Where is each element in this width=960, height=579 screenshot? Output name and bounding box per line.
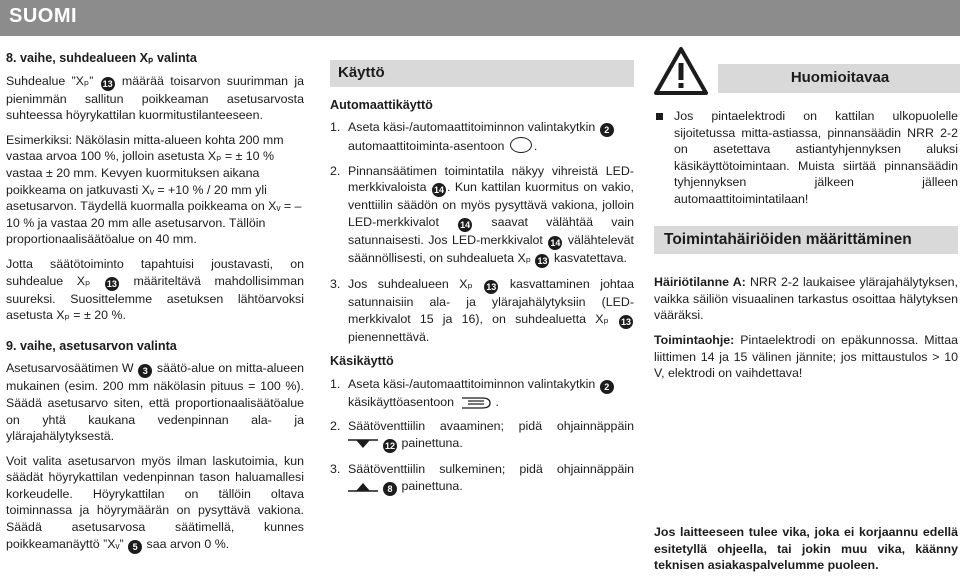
- remedy-label: Toimintaohje:: [654, 332, 735, 347]
- warning-text: Jos pintaelektrodi on kattilan ulkopuolelle sijoitetussa mitta-astiassa, pinnansäädin NRR 2-2 on asetettava astiantyhjennyksen aluksi käsikäyttötoimintaan. Muista siirtää pinnansäädin tyhjennyksen jälkeen jälleen automaattitoimintatilaan!: [674, 109, 958, 206]
- step9-p2-text-a: Voit valita asetusarvon myös ilman laskutoimia, kun säädät höyrykattilan vedenpinnan tason haluamallesi korkeudelle. Höyrykattilan on tällöin oltava toiminnassa ja höyrymäärän on pysyttävä vakiona. Säädä asetusarvosa säätimellä, kunnes poikkeamanäyttö ”Xᵥ”: [6, 453, 304, 551]
- remedy-text: Pintaelektrodi on epäkunnossa. Mittaa liittimen 14 ja 15 välinen jännite; jos mittaustulos > 10 V, elektrodi on vaihdettava!: [654, 332, 958, 381]
- ref-badge-13: 13: [106, 278, 117, 289]
- auto-step-3: 3. Jos suhdealueen Xₚ 13 kasvattaminen johtaa satunnaisiin ala- ja ylärajahälytyksiin (LED-merkkivalot 15 ja 16), on suhdealuetta Xₚ 13 pienennettävä.: [330, 276, 634, 344]
- warning-title: Huomioitavaa: [718, 64, 960, 93]
- manual-step-3: 3. Säätöventtiilin sulkeminen; pidä ohjainnäppäin 8 painettuna.: [330, 461, 634, 494]
- manual-step-2-text-b: painettuna.: [401, 435, 463, 450]
- auto-step-3-text-b: kasvattaminen johtaa satunnaisiin ala- ja ylärajahälytyksiin (LED-merkkivalot 15 ja 16), on suhdealuetta Xₚ: [348, 276, 634, 326]
- auto-step-3-text-c: pienennettävä.: [348, 329, 430, 344]
- step9-p1-text-b: säätö-alue on mitta-alueen mukainen (esim. 200 mm näkölasin pituus = 100 %). Säädä asetusarvo siten, että proportionaalisäätöalue on yhtä kaukana vedenpinnan ala- ja ylärajahälytyksestä.: [6, 361, 304, 444]
- step8-p1-text-b: määrää toisarvon suurimman ja pienimmän sallitun poikkeaman asetusarvosta suhteessa höyrykattilan kuormitustilanteeseen.: [6, 73, 304, 123]
- ref-badge-2: 2: [600, 123, 614, 137]
- auto-step-2: 2. Pinnansäätimen toimintatila näkyy vihreistä LED-merkkivaloista 14 . Kun kattilan kuormitus on vakio, venttiilin säädön on myös pysyttävä vakiona, jolloin LED-merkkivalot 14 saavat välähtää vain satunnaisesti. Jos LED-merkkivalot 14 välähtelevät säännöllisesti, on suhdealueta Xₚ 13 kasvatettava.: [330, 163, 635, 266]
- fault-paragraph: [654, 274, 958, 324]
- fault-text: NRR 2-2 laukaisee ylärajahälytyksen, vaikka säiliön visuaalinen tarkastus osoittaa hälytyksen vääräksi.: [654, 275, 958, 323]
- warning-bullet: [654, 108, 958, 208]
- remedy-paragraph: [654, 332, 958, 382]
- step9-p1-text-a: Asetusarvosäätimen W: [6, 361, 134, 376]
- step8-paragraph-1: [6, 73, 304, 124]
- auto-step-2-text-b: . Kun kattilan kuormitus on vakio, venttiilin säädön on myös pysyttävä vakiona, jolloin LED-merkkivalot: [348, 180, 634, 229]
- column-left: [6, 50, 304, 562]
- step9-paragraph-1: [6, 360, 304, 444]
- ref-badge-13: 13: [102, 78, 113, 89]
- manual-step-2: 2. Säätöventtiilin avaaminen; pidä ohjainnäppäin 12 painettuna.: [330, 419, 634, 451]
- auto-step-1: 1. Aseta käsi-/automaattitoiminnon valintakytkin 2 automaattitoiminta-asentoon .: [330, 119, 634, 155]
- ref-badge-8: 8: [383, 482, 397, 496]
- ref-badge-5: 5: [128, 540, 142, 554]
- bullet-square-icon: [656, 113, 663, 120]
- ref-badge-2: 2: [600, 380, 614, 394]
- manual-mode-symbol-icon: [460, 395, 494, 409]
- manual-mode-title: Käsikäyttö: [330, 354, 394, 369]
- column-middle: [330, 60, 634, 504]
- auto-mode-steps: [330, 119, 634, 345]
- warning-header: [654, 46, 958, 100]
- step9-p2-text-b: saa arvon 0 %.: [146, 536, 230, 551]
- auto-step-2-text-d: välähtelevät säännöllisesti, on suhdealueta Xₚ: [348, 232, 634, 265]
- step8-paragraph-2: Esimerkiksi: Näkölasin mitta-alueen kohta 200 mm vastaa arvoa 100 %, jolloin asetusta Xₚ = ± 10 % vastaa ± 20 mm. Kevyen kuormituksen aikana poikkeama on jatkuvasti Xᵥ = +10 % / 20 mm yli asetusarvon. Täydellä kuormalla poikkeama on Xᵥ = –10 % ja vastaa 20 mm alle asetusarvon. Tällöin proportionaalisäätöalue on 40 mm.: [6, 132, 302, 247]
- warning-triangle-icon: [654, 46, 708, 96]
- auto-step-2-text-e: kasvatettava.: [553, 250, 627, 265]
- auto-mode-title: Automaattikäyttö: [330, 97, 433, 112]
- ref-badge-14: 14: [433, 185, 444, 196]
- manual-mode-steps: [330, 376, 634, 496]
- ref-badge-3: 3: [138, 364, 152, 378]
- step8-p1-text-a: Suhdealue ”Xₚ”: [6, 73, 94, 88]
- step8-title: 8. vaihe, suhdealueen Xₚ valinta: [6, 51, 197, 65]
- ref-badge-13: 13: [486, 281, 497, 292]
- fault-label: Häiriötilanne A:: [654, 275, 746, 290]
- manual-step-3-text-b: painettuna.: [401, 478, 463, 493]
- auto-mode-symbol-icon: [510, 137, 532, 153]
- auto-step-3-text-a: Jos suhdealueen Xₚ: [348, 276, 473, 291]
- final-note: Jos laitteeseen tulee vika, joka ei korjaannu edellä esitetyllä ohjeella, tai jokin muu vika, käänny teknisen asiakaspalvelumme puoleen.: [654, 525, 958, 573]
- manual-step-2-text-a: Säätöventtiilin avaaminen; pidä ohjainnäppäin: [348, 419, 634, 434]
- step8-p3-text-b: määriteltävä mahdollisimman suureksi. Suosittelemme asetuksen lähtöarvoksi asetusta Xₚ = ± 20 %.: [6, 273, 304, 323]
- header-bar: [0, 0, 960, 36]
- ref-badge-14: 14: [550, 237, 561, 248]
- step9-title: 9. vaihe, asetusarvon valinta: [6, 338, 177, 353]
- auto-step-2-text-a: Pinnansäätimen toimintatila näkyy vihreistä LED-merkkivaloista: [348, 163, 634, 195]
- manual-step-3-text-a: Säätöventtiilin sulkeminen; pidä ohjainnäppäin: [348, 461, 634, 476]
- ref-badge-12: 12: [384, 440, 395, 451]
- auto-step-1-text-b: automaattitoiminta-asentoon: [348, 139, 505, 154]
- step8-paragraph-3: [6, 256, 304, 324]
- ref-badge-13: 13: [620, 316, 631, 327]
- column-right: [654, 46, 958, 573]
- operation-box-title: Käyttö: [330, 60, 634, 87]
- fault-section-title: Toimintahäiriöiden määrittäminen: [654, 226, 958, 255]
- close-valve-symbol-icon: [348, 480, 378, 492]
- manual-step-1-text-b: käsikäyttöasentoon: [348, 394, 455, 409]
- auto-step-1-text-a: Aseta käsi-/automaattitoiminnon valintakytkin: [348, 120, 596, 135]
- manual-step-1: 1. Aseta käsi-/automaattitoiminnon valintakytkin 2 käsikäyttöasentoon .: [330, 376, 634, 411]
- step8-p3-text-a: Jotta säätötoiminto tapahtuisi joustavasti, on suhdealue Xₚ: [6, 256, 304, 288]
- open-valve-symbol-icon: [348, 437, 378, 449]
- manual-step-1-text-a: Aseta käsi-/automaattitoiminnon valintakytkin: [348, 376, 596, 391]
- ref-badge-14: 14: [460, 219, 471, 230]
- auto-step-2-text-c: saavat välähtää vain satunnaisesti. Jos LED-merkkivalot: [348, 214, 635, 247]
- step9-paragraph-2: [6, 453, 304, 554]
- ref-badge-13: 13: [537, 255, 548, 266]
- page-title: SUOMI: [9, 5, 78, 27]
